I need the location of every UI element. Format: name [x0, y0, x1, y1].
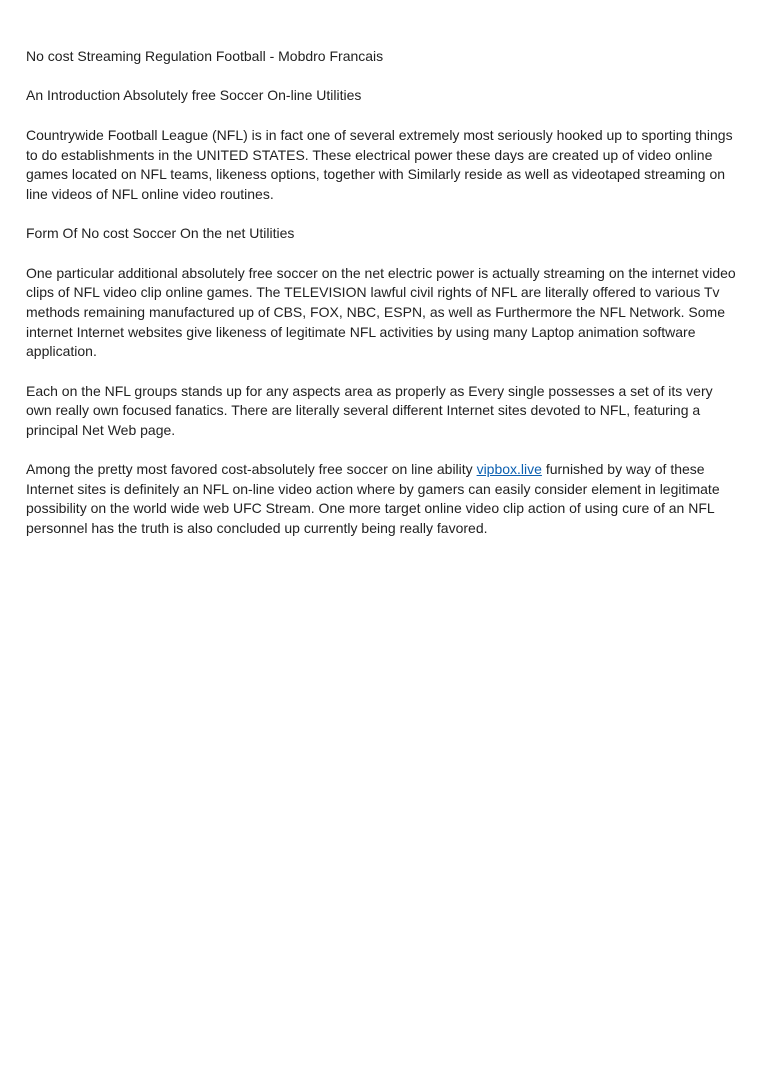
- document-title: No cost Streaming Regulation Football - Mobdro Francais: [26, 48, 384, 64]
- paragraph-favored-text-start: Among the pretty most favored cost-absolutely free soccer on line ability: [26, 461, 477, 478]
- vipbox-link[interactable]: vipbox.live: [476, 461, 542, 478]
- paragraph-groups: Each on the NFL groups stands up for any aspects area as properly as Every single possesses a set of its very own really own focused fanatics. There are literally several different Internet sites devoted to NFL, featuring a principal Net Web page.: [26, 382, 713, 438]
- intro-heading: An Introduction Absolutely free Soccer On-line Utilities: [26, 87, 362, 104]
- paragraph-nfl-overview: Countrywide Football League (NFL) is in fact one of several extremely most seriously hooked up to sporting things to do establishments in the UNITED STATES. These electrical power these days are created up of video online games located on NFL teams, likeness options, together with Similarly reside as well as videotaped streaming on line videos of NFL online video routines.: [26, 126, 733, 202]
- section-heading: Form Of No cost Soccer On the net Utilities: [26, 225, 295, 242]
- document-page: [26, 47, 742, 559]
- paragraph-favored: [26, 460, 742, 538]
- paragraph-streaming: One particular additional absolutely free soccer on the net electric power is actually streaming on the internet video clips of NFL video clip online games. The TELEVISION lawful civil rights of NFL are literally offered to various Tv methods remaining manufactured up of CBS, FOX, NBC, ESPN, as well as Furthermore the NFL Network. Some internet Internet websites give likeness of legitimate NFL activities by using many Laptop animation software application.: [26, 264, 736, 360]
- paragraph-favored-text-end: furnished by way of these Internet sites is definitely an NFL on-line video action where by gamers can easily consider element in legitimate possibility on the world wide web UFC Stream. One more target online video clip action of using cure of an NFL personnel has the truth is also concluded up currently being really favored.: [26, 461, 720, 537]
